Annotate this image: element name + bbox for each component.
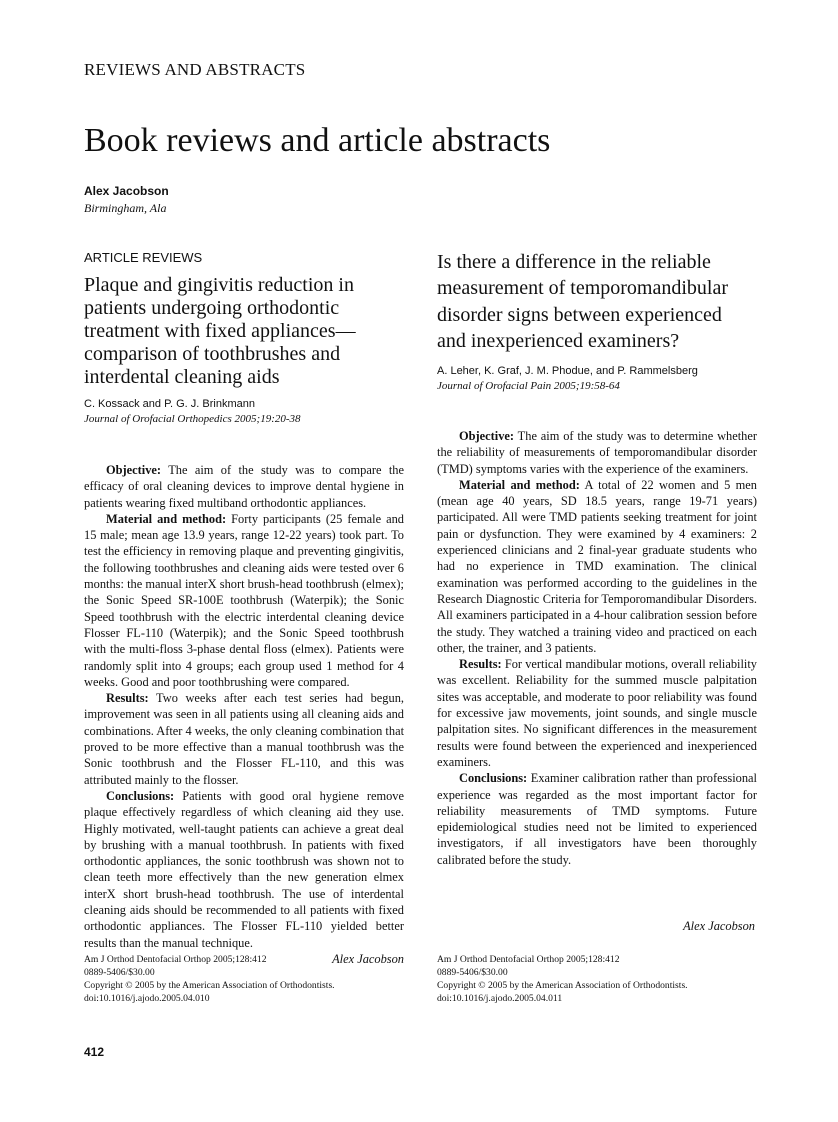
article-title: Plaque and gingivitis reduction in patients undergoing orthodontic treatment with fixed appliances—comparison of toothbrushes and interdental cleaning aids — [84, 274, 356, 388]
footer-line: doi:10.1016/j.ajodo.2005.04.011 — [437, 993, 563, 1004]
article-authors: C. Kossack and P. G. J. Brinkmann — [84, 398, 255, 410]
article-journal: Journal of Orofacial Orthopedics 2005;19:20-38 — [84, 413, 301, 425]
lead: Objective: — [106, 463, 162, 477]
article-authors: A. Leher, K. Graf, J. M. Phodue, and P. Rammelsberg — [437, 365, 698, 378]
footer-line: Copyright © 2005 by the American Association of Orthodontists. — [437, 980, 688, 991]
page-title: Book reviews and article abstracts — [84, 122, 551, 159]
footer-line: Copyright © 2005 by the American Association of Orthodontists. — [84, 980, 335, 991]
text: Forty participants (25 female and 15 male; mean age 13.9 years, range 12-22 years) took part. To test the efficiency in removing plaque and preventing gingivitis, the following toothbrushes and cleaning aids were tested over 6 months: the manual interX short brush-head toothbrush (elmex); the Sonic Speed SR-100E toothbrush (Waterpik); the Sonic Speed toothbrush with the electric interdental cleaning device Flosser FL-110 (Waterpik); and the Sonic Speed toothbrush with the multi-floss 3-phase dental floss (elmex). Patients were randomly split into 4 groups; each group used 1 method for 4 weeks. Good and poor toothbrushing were compared. — [84, 511, 404, 689]
footer-line: Am J Orthod Dentofacial Orthop 2005;128:412 — [84, 954, 267, 965]
footer-line: 0889-5406/$30.00 — [437, 967, 508, 978]
lead: Conclusions: — [459, 771, 528, 786]
paragraph-results — [84, 690, 404, 788]
signature: Alex Jacobson — [683, 919, 755, 933]
lead: Objective: — [459, 429, 515, 443]
text: A total of 22 women and 5 men (mean age 40 years, SD 18.5 years, range 19-71 years) participated. All were TMD patients seeking treatment for joint pain or dysfunction. They were examined by 4 examiners: 2 experienced clinicians and 2 final-year graduate students who had no experience in TMD examination. The clinical examination was performed according to the guidelines in the Research Diagnostic Criteria for Temporomandibular Disorders. All examiners participated in a 4-hour calibration session before the study. They watched a training video and practiced on each other, the trainer, and 3 patients. — [437, 477, 757, 655]
footer-line: 0889-5406/$30.00 — [84, 967, 155, 978]
article-title: Is there a difference in the reliable measurement of temporomandibular disorder signs between experienced and inexperienced examiners? — [437, 251, 729, 352]
text: Two weeks after each test series had begun, improvement was seen in all patients using all cleaning aids and combinations. After 4 weeks, the only cleaning combination that proved to be more effective than a manual toothbrush was the Sonic toothbrush and the Flosser FL-110, and this was attributed mainly to the flosser. — [84, 691, 405, 787]
paragraph-conclusions — [84, 788, 404, 951]
text: The aim of the study was to determine whether the reliability of measurements of temporomandibular disorder (TMD) symptoms varies with the experience of the examiners. — [437, 429, 757, 476]
page-number: 412 — [84, 1045, 105, 1059]
footer-line: doi:10.1016/j.ajodo.2005.04.010 — [84, 993, 210, 1004]
article-reviews-heading: ARTICLE REVIEWS — [84, 250, 203, 265]
section-header: REVIEWS AND ABSTRACTS — [84, 60, 306, 79]
paragraph-method — [437, 477, 757, 656]
footer-line: Am J Orthod Dentofacial Orthop 2005;128:412 — [437, 954, 620, 965]
article-body-left — [84, 462, 404, 967]
text: For vertical mandibular motions, overall reliability was excellent. Reliability for the summed muscle palpitation sites was acceptable, and moderate to poor reliability was found for excessive jaw movements, joint sounds, and single muscle palpitation sites. No significant differences in the measurement results were found between the experienced and inexperienced examiners. — [437, 657, 757, 769]
article-body-right — [437, 428, 757, 868]
paragraph-objective — [84, 462, 404, 511]
paragraph-objective — [437, 428, 757, 477]
signature: Alex Jacobson — [332, 951, 404, 966]
lead: Conclusions: — [106, 788, 175, 803]
article-right — [437, 249, 757, 392]
lead: Material and method: — [459, 477, 580, 492]
citation-footer-right — [437, 953, 688, 1005]
reviewer-name: Alex Jacobson — [84, 184, 169, 198]
text: The aim of the study was to compare the efficacy of oral cleaning devices to improve dental hygiene in patients wearing fixed multiband orthodontic appliances. — [84, 463, 404, 510]
article-left — [84, 274, 404, 425]
lead: Material and method: — [106, 511, 227, 526]
reviewer-affiliation: Birmingham, Ala — [84, 201, 167, 215]
citation-footer-left — [84, 953, 335, 1005]
text: Patients with good oral hygiene remove plaque effectively regardless of which cleaning aid they use. Highly motivated, well-taught patients can achieve a great deal by brushing with a manual toothbrush. In patients with fixed orthodontic appliances, the sonic toothbrush was shown not to clean teeth more effectively than the new generation elmex interX short brush-head toothbrush. The use of interdental cleaning aids should be recommended to all patients with fixed orthodontic appliances. The Flosser FL-110 yielded better results than the manual technique. — [84, 788, 404, 950]
paragraph-conclusions — [437, 770, 757, 868]
paragraph-results — [437, 656, 757, 770]
lead: Results: — [106, 691, 149, 706]
text: Examiner calibration rather than professional experience was regarded as the most important factor for reliability measurements of TMD symptoms. Future epidemiological studies need not be limited to experienced investigators, if all investigators have been thoroughly calibrated before the study. — [437, 771, 757, 867]
article-journal: Journal of Orofacial Pain 2005;19:58-64 — [437, 380, 620, 393]
lead: Results: — [459, 657, 502, 672]
paragraph-method — [84, 511, 404, 690]
